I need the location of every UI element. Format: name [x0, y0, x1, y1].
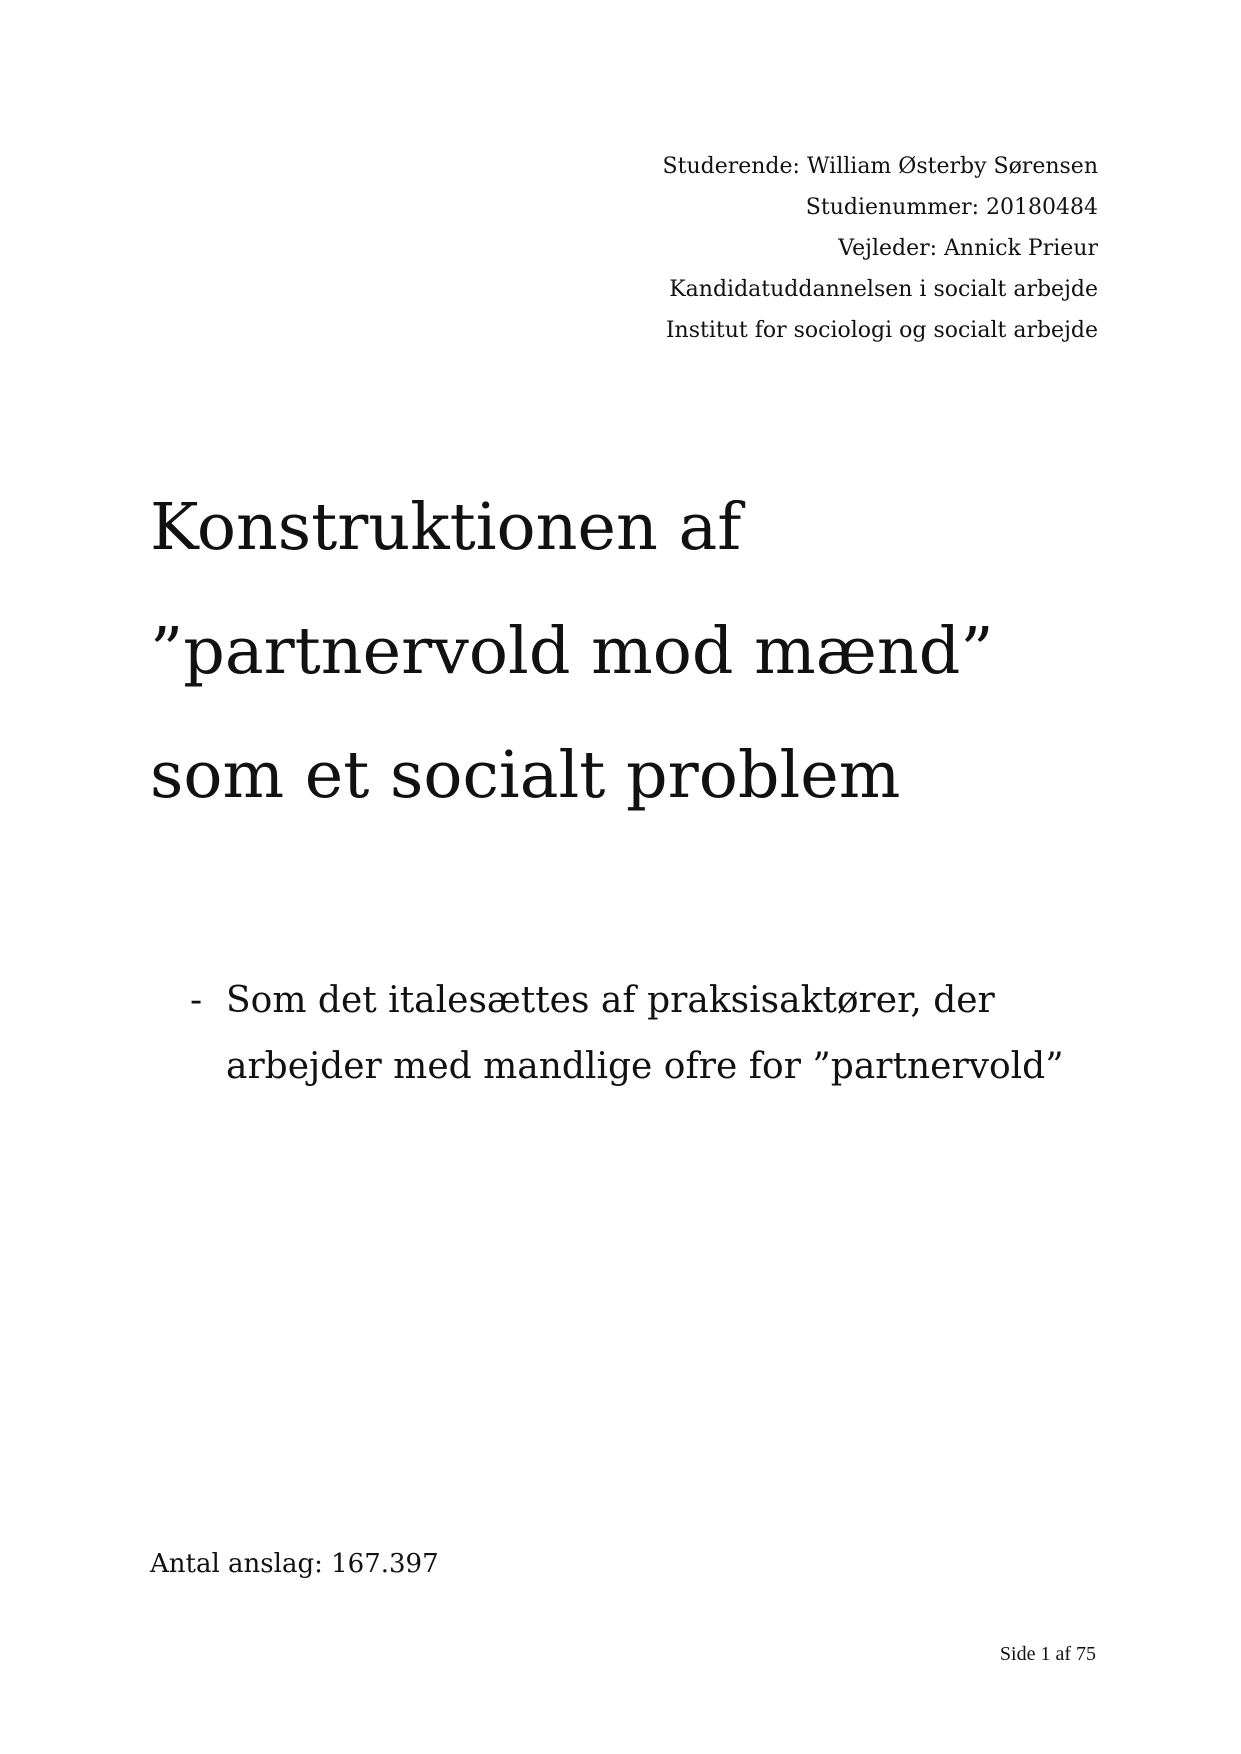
subtitle-dash: -	[190, 980, 203, 1021]
subtitle-line-1: Som det italesættes af praksisaktører, der	[226, 980, 995, 1021]
document-title	[150, 466, 994, 838]
document-subtitle	[190, 968, 1064, 1100]
subtitle-line-2: arbejder med mandlige ofre for ”partnervold”	[226, 1046, 1064, 1087]
character-count: Antal anslag: 167.397	[150, 1549, 439, 1579]
subtitle-row	[190, 968, 1064, 1100]
supervisor-name: Vejleder: Annick Prieur	[838, 236, 1098, 261]
title-line-1: Konstruktionen af	[150, 490, 742, 565]
subtitle-text	[226, 968, 1064, 1100]
author-info-block	[663, 146, 1098, 351]
institute-name: Institut for sociologi og socialt arbejde	[665, 318, 1098, 343]
title-line-2: ”partnervold mod mænd”	[150, 614, 994, 689]
student-number: Studienummer: 20180484	[805, 195, 1098, 220]
program-name: Kandidatuddannelsen i socialt arbejde	[669, 277, 1098, 302]
title-line-3: som et socialt problem	[150, 738, 901, 813]
student-name: Studerende: William Østerby Sørensen	[662, 154, 1098, 179]
page-number: Side 1 af 75	[999, 1643, 1096, 1665]
